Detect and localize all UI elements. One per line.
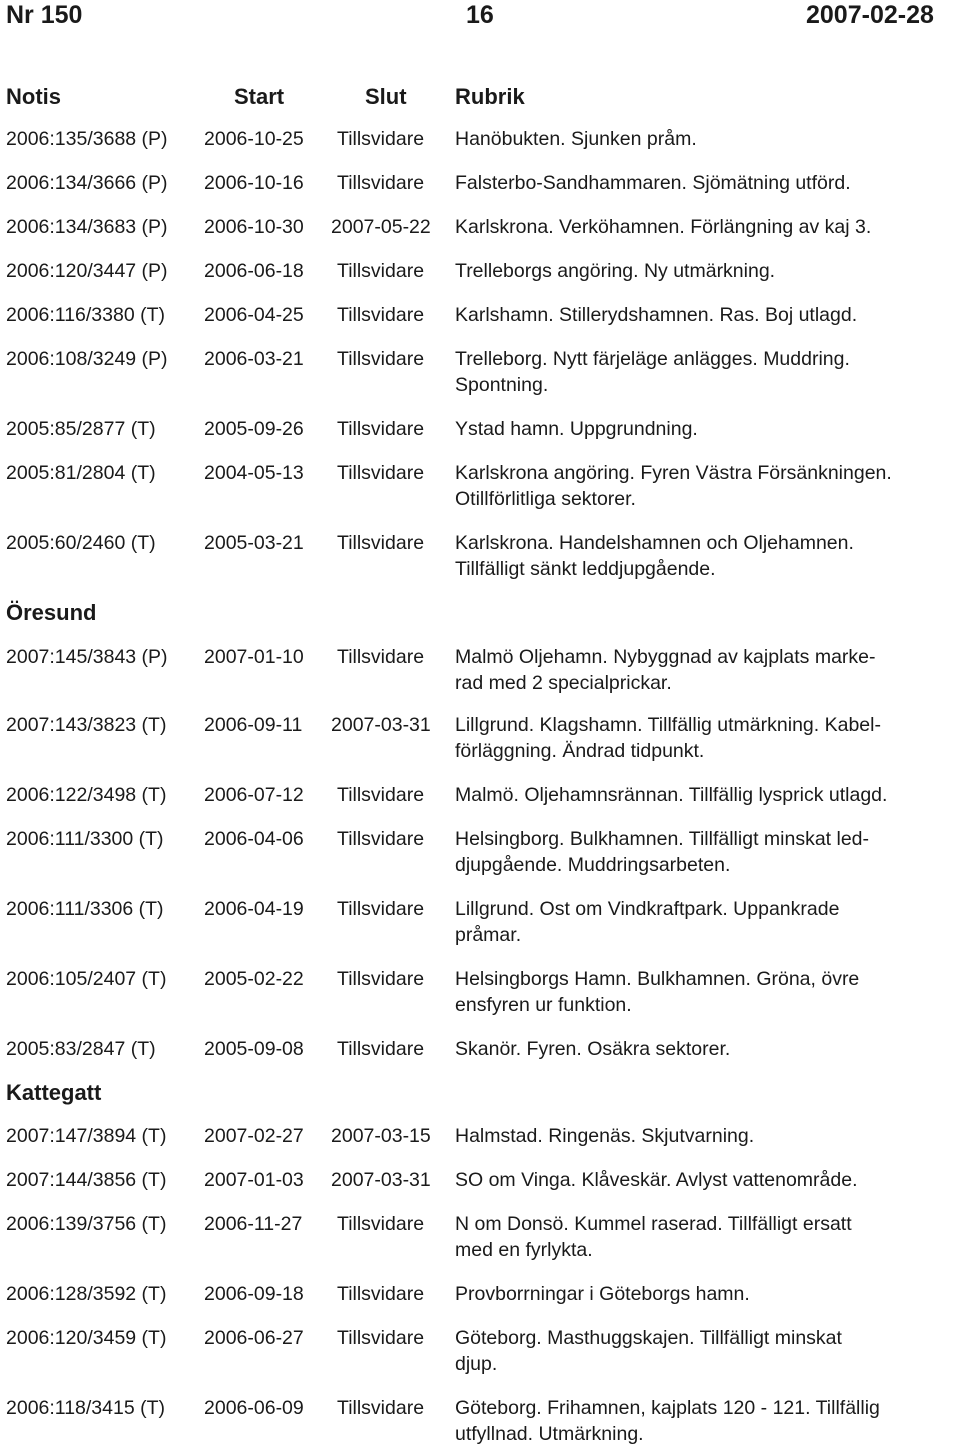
notice-id: 2006:134/3666 (P) bbox=[6, 172, 168, 194]
notice-end-date: 2007-03-31 bbox=[331, 714, 431, 736]
page-number: 16 bbox=[466, 1, 494, 29]
notice-heading: Göteborg. Frihamnen, kajplats 120 - 121. Tillfällig utfyllnad. Utmärkning. bbox=[455, 1397, 880, 1445]
notice-start-date: 2006-03-21 bbox=[204, 348, 304, 370]
notice-id: 2007:143/3823 (T) bbox=[6, 714, 167, 736]
notice-heading: Trelleborg. Nytt färjeläge anlägges. Muddring. Spontning. bbox=[455, 348, 850, 396]
notice-heading: Malmö. Oljehamnsrännan. Tillfällig lysprick utlagd. bbox=[455, 784, 888, 806]
notice-end-date: 2007-05-22 bbox=[331, 216, 431, 238]
notice-end-date: Tillsvidare bbox=[337, 128, 425, 150]
notice-start-date: 2007-02-27 bbox=[204, 1125, 304, 1147]
notice-heading: Karlskrona. Handelshamnen och Oljehamnen. Tillfälligt sänkt leddjupgående. bbox=[455, 532, 854, 580]
notice-id: 2005:85/2877 (T) bbox=[6, 418, 156, 440]
section-heading-oresund: Öresund bbox=[6, 600, 97, 625]
issue-date: 2007-02-28 bbox=[806, 1, 934, 29]
notice-start-date: 2006-04-25 bbox=[204, 304, 304, 326]
notice-end-date: Tillsvidare bbox=[337, 172, 425, 194]
notice-start-date: 2006-04-19 bbox=[204, 898, 304, 920]
notice-end-date: Tillsvidare bbox=[337, 784, 425, 806]
notice-id: 2006:111/3306 (T) bbox=[6, 898, 164, 920]
notice-start-date: 2007-01-10 bbox=[204, 646, 304, 668]
notice-heading: Helsingborg. Bulkhamnen. Tillfälligt minskat led- djupgående. Muddringsarbeten. bbox=[455, 828, 870, 876]
notice-end-date: Tillsvidare bbox=[337, 260, 425, 282]
notice-start-date: 2006-04-06 bbox=[204, 828, 304, 850]
notice-end-date: Tillsvidare bbox=[337, 1397, 425, 1419]
notice-id: 2006:139/3756 (T) bbox=[6, 1213, 167, 1235]
notice-start-date: 2006-09-11 bbox=[204, 714, 303, 736]
notice-heading: Ystad hamn. Uppgrundning. bbox=[455, 418, 698, 440]
notice-id: 2006:135/3688 (P) bbox=[6, 128, 168, 150]
section-heading-kattegatt: Kattegatt bbox=[6, 1080, 102, 1105]
notice-end-date: Tillsvidare bbox=[337, 348, 425, 370]
notice-heading: Provborrningar i Göteborgs hamn. bbox=[455, 1283, 750, 1305]
notice-start-date: 2005-02-22 bbox=[204, 968, 304, 990]
notice-heading: Skanör. Fyren. Osäkra sektorer. bbox=[455, 1038, 731, 1060]
notice-start-date: 2004-05-13 bbox=[204, 462, 304, 484]
notice-end-date: Tillsvidare bbox=[337, 646, 425, 668]
notice-start-date: 2005-09-08 bbox=[204, 1038, 304, 1060]
notice-end-date: Tillsvidare bbox=[337, 1213, 425, 1235]
notice-start-date: 2005-03-21 bbox=[204, 532, 304, 554]
notice-start-date: 2005-09-26 bbox=[204, 418, 304, 440]
notice-id: 2006:116/3380 (T) bbox=[6, 304, 165, 326]
notice-id: 2006:122/3498 (T) bbox=[6, 784, 167, 806]
notice-start-date: 2006-07-12 bbox=[204, 784, 304, 806]
notice-end-date: Tillsvidare bbox=[337, 828, 425, 850]
notice-start-date: 2007-01-03 bbox=[204, 1169, 304, 1191]
notice-end-date: Tillsvidare bbox=[337, 968, 425, 990]
notice-start-date: 2006-06-18 bbox=[204, 260, 304, 282]
notice-heading: Lillgrund. Klagshamn. Tillfällig utmärkning. Kabel- förläggning. Ändrad tidpunkt. bbox=[455, 714, 881, 762]
notice-end-date: Tillsvidare bbox=[337, 462, 425, 484]
issue-number: Nr 150 bbox=[6, 1, 83, 29]
notice-end-date: Tillsvidare bbox=[337, 1038, 425, 1060]
notice-heading: Hanöbukten. Sjunken pråm. bbox=[455, 128, 697, 150]
notice-start-date: 2006-10-16 bbox=[204, 172, 304, 194]
notice-heading: N om Donsö. Kummel raserad. Tillfälligt ersatt med en fyrlykta. bbox=[455, 1213, 852, 1261]
notice-end-date: Tillsvidare bbox=[337, 898, 425, 920]
notice-id: 2006:118/3415 (T) bbox=[6, 1397, 165, 1419]
notice-id: 2005:60/2460 (T) bbox=[6, 532, 156, 554]
notice-end-date: Tillsvidare bbox=[337, 418, 425, 440]
notice-heading: Halmstad. Ringenäs. Skjutvarning. bbox=[455, 1125, 755, 1147]
notice-heading: Falsterbo-Sandhammaren. Sjömätning utförd. bbox=[455, 172, 851, 194]
notice-end-date: Tillsvidare bbox=[337, 532, 425, 554]
notice-start-date: 2006-06-09 bbox=[204, 1397, 304, 1419]
notice-id: 2005:83/2847 (T) bbox=[6, 1038, 156, 1060]
notice-id: 2007:147/3894 (T) bbox=[6, 1125, 167, 1147]
notice-heading: Lillgrund. Ost om Vindkraftpark. Uppankrade pråmar. bbox=[455, 898, 840, 946]
notice-id: 2007:144/3856 (T) bbox=[6, 1169, 167, 1191]
notice-heading: Karlskrona angöring. Fyren Västra Försänkningen. Otillförlitliga sektorer. bbox=[455, 462, 892, 510]
notice-heading: Karlskrona. Verköhamnen. Förlängning av kaj 3. bbox=[455, 216, 872, 238]
notice-end-date: 2007-03-31 bbox=[331, 1169, 431, 1191]
notice-start-date: 2006-10-25 bbox=[204, 128, 304, 150]
column-header-start: Start bbox=[234, 84, 285, 109]
notice-heading: SO om Vinga. Klåveskär. Avlyst vattenområde. bbox=[455, 1169, 858, 1191]
notice-heading: Trelleborgs angöring. Ny utmärkning. bbox=[455, 260, 776, 282]
notice-start-date: 2006-09-18 bbox=[204, 1283, 304, 1305]
notice-id: 2006:111/3300 (T) bbox=[6, 828, 164, 850]
notice-id: 2007:145/3843 (P) bbox=[6, 646, 168, 668]
notice-start-date: 2006-06-27 bbox=[204, 1327, 304, 1349]
column-header-slut: Slut bbox=[365, 84, 407, 109]
notice-end-date: Tillsvidare bbox=[337, 1327, 425, 1349]
notice-id: 2006:134/3683 (P) bbox=[6, 216, 168, 238]
notice-start-date: 2006-10-30 bbox=[204, 216, 304, 238]
notice-start-date: 2006-11-27 bbox=[204, 1213, 303, 1235]
column-header-rubrik: Rubrik bbox=[455, 84, 525, 109]
notice-id: 2006:105/2407 (T) bbox=[6, 968, 167, 990]
notice-heading: Helsingborgs Hamn. Bulkhamnen. Gröna, övre ensfyren ur funktion. bbox=[455, 968, 860, 1016]
notice-heading: Karlshamn. Stillerydshamnen. Ras. Boj utlagd. bbox=[455, 304, 858, 326]
notice-heading: Göteborg. Masthuggskajen. Tillfälligt minskat djup. bbox=[455, 1327, 842, 1375]
notice-id: 2006:120/3447 (P) bbox=[6, 260, 168, 282]
notice-end-date: Tillsvidare bbox=[337, 1283, 425, 1305]
notice-heading: Malmö Oljehamn. Nybyggnad av kajplats marke- rad med 2 specialprickar. bbox=[455, 646, 876, 694]
notice-id: 2006:108/3249 (P) bbox=[6, 348, 168, 370]
notice-end-date: 2007-03-15 bbox=[331, 1125, 431, 1147]
notice-id: 2006:128/3592 (T) bbox=[6, 1283, 167, 1305]
notice-id: 2006:120/3459 (T) bbox=[6, 1327, 167, 1349]
column-header-notis: Notis bbox=[6, 84, 61, 109]
notice-end-date: Tillsvidare bbox=[337, 304, 425, 326]
notice-id: 2005:81/2804 (T) bbox=[6, 462, 156, 484]
